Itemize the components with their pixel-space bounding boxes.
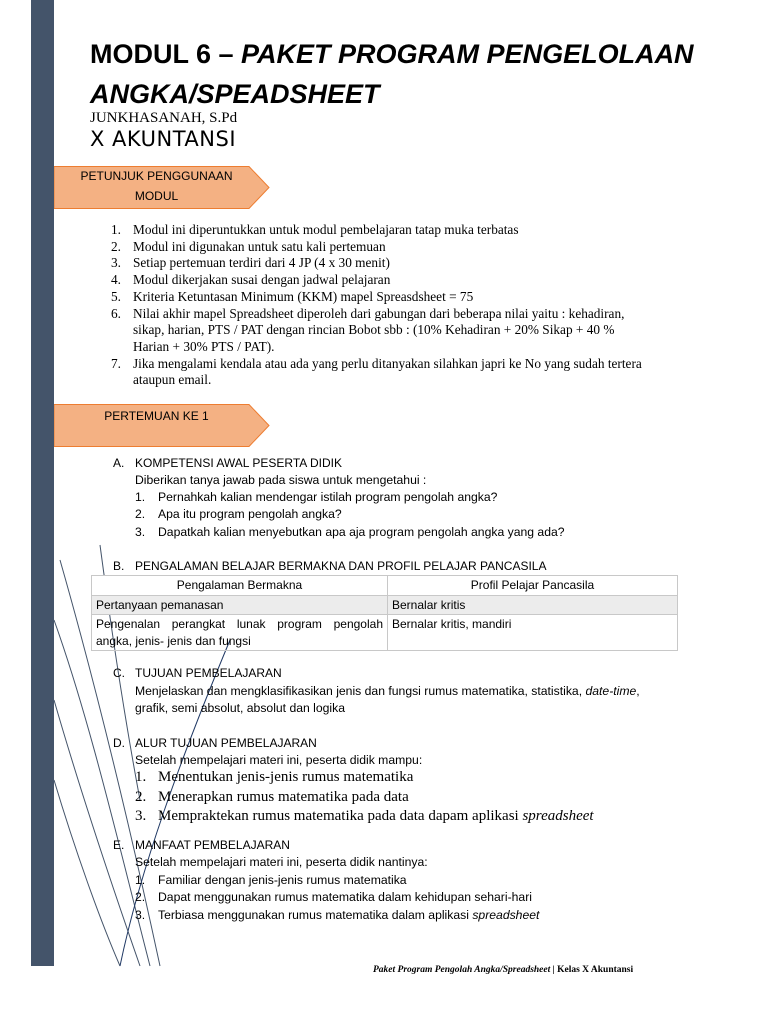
page-footer: Paket Program Pengolah Angka/Spreadsheet | Kelas X Akuntansi [373, 965, 634, 975]
section-a-intro: Diberikan tanya jawab pada siswa untuk mengetahui : [135, 473, 427, 487]
author-name: JUNKHASANAH, S.Pd [90, 110, 238, 126]
section-d-heading: D. ALUR TUJUAN PEMBELAJARAN [113, 736, 317, 750]
class-name: X AKUNTANSI [90, 127, 237, 151]
section-d-list [135, 768, 594, 827]
list-item: 1. Familiar dengan jenis-jenis rumus matematika [135, 873, 407, 887]
section-a-heading: A. KOMPETENSI AWAL PESERTA DIDIK [113, 456, 342, 470]
section-c-heading: C. TUJUAN PEMBELAJARAN [113, 666, 282, 680]
list-item: 7. Jika mengalami kendala atau ada yang perlu ditanyakan silahkan japri ke No yang sudah tertera ataupun email. [111, 355, 642, 388]
banner-pertemuan [54, 404, 270, 447]
section-b-heading: B. PENGALAMAN BELAJAR BERMAKNA DAN PROFIL PELAJAR PANCASILA [113, 559, 547, 573]
table-row: Pengenalan perangkat lunak program pengolah angka, jenis- jenis dan fungsi Bernalar kritis, mandiri [92, 615, 678, 651]
table-row: Pertanyaan pemanasan Bernalar kritis [92, 595, 678, 615]
module-title [90, 34, 730, 114]
banner-petunjuk-line1: PETUNJUK PENGGUNAAN [80, 169, 233, 183]
list-item: 1. Pernahkah kalian mendengar istilah program pengolah angka? [135, 490, 498, 504]
table-header: Profil Pelajar Pancasila [388, 576, 678, 596]
list-item: 3. Dapatkah kalian menyebutkan apa aja program pengolah angka yang ada? [135, 524, 565, 539]
list-item: 3. Terbiasa menggunakan rumus matematika dalam aplikasi spreadsheet [135, 907, 540, 922]
list-item: 3. Mempraktekan rumus matematika pada data dapam aplikasi spreadsheet [135, 808, 594, 824]
banner-petunjuk [54, 166, 270, 209]
title-line2: ANGKA/SPEADSHEET [90, 79, 380, 109]
list-item: 1. Menentukan jenis-jenis rumus matematika [135, 769, 414, 785]
list-item: 3. Setiap pertemuan terdiri dari 4 JP (4 x 30 menit) [111, 255, 390, 271]
profil-table [91, 575, 678, 651]
section-e-intro: Setelah mempelajari materi ini, peserta didik nantinya: [135, 855, 428, 869]
decorative-sidebar [31, 0, 54, 966]
list-item: 2. Menerapkan rumus matematika pada data [135, 788, 409, 805]
banner-petunjuk-line2: MODUL [134, 189, 179, 203]
instructions-list [105, 222, 685, 389]
list-item: 4. Modul dikerjakan susai dengan jadwal pelajaran [111, 272, 391, 288]
table-header: Pengalaman Bermakna [92, 576, 388, 596]
list-item: 2. Modul ini digunakan untuk satu kali pertemuan [111, 238, 386, 254]
section-a-list [135, 489, 565, 541]
section-c-text: Menjelaskan dan mengklasifikasikan jenis dan fungsi rumus matematika, statistika, date-time, grafik, semi absolut, absolut dan logika [135, 684, 640, 715]
section-e-list [135, 872, 539, 924]
list-item: 2. Dapat menggunakan rumus matematika dalam kehidupan sehari-hari [135, 890, 532, 905]
list-item: 1. Modul ini diperuntukkan untuk modul pembelajaran tatap muka terbatas [111, 222, 519, 237]
title-dash: – [211, 39, 242, 69]
banner-pertemuan-label: PERTEMUAN KE 1 [104, 409, 209, 423]
list-item: 6. Nilai akhir mapel Spreadsheet diperoleh dari gabungan dari beberapa nilai yaitu : kehadiran, sikap, harian, PTS / PAT dengan rincian Bobot sbb : (10% Kehadiran + 20% Sikap + 40 % Harian + 30% PTS / PAT). [111, 305, 625, 354]
section-e-heading: E. MANFAAT PEMBELAJARAN [113, 838, 290, 852]
section-d-intro: Setelah mempelajari materi ini, peserta didik mampu: [135, 753, 423, 767]
list-item: 5. Kriteria Ketuntasan Minimum (KKM) mapel Spreasdsheet = 75 [111, 288, 474, 304]
title-line1: PAKET PROGRAM PENGELOLAAN [241, 39, 694, 69]
list-item: 2. Apa itu program pengolah angka? [135, 507, 342, 522]
modul-number: MODUL 6 [90, 39, 212, 69]
